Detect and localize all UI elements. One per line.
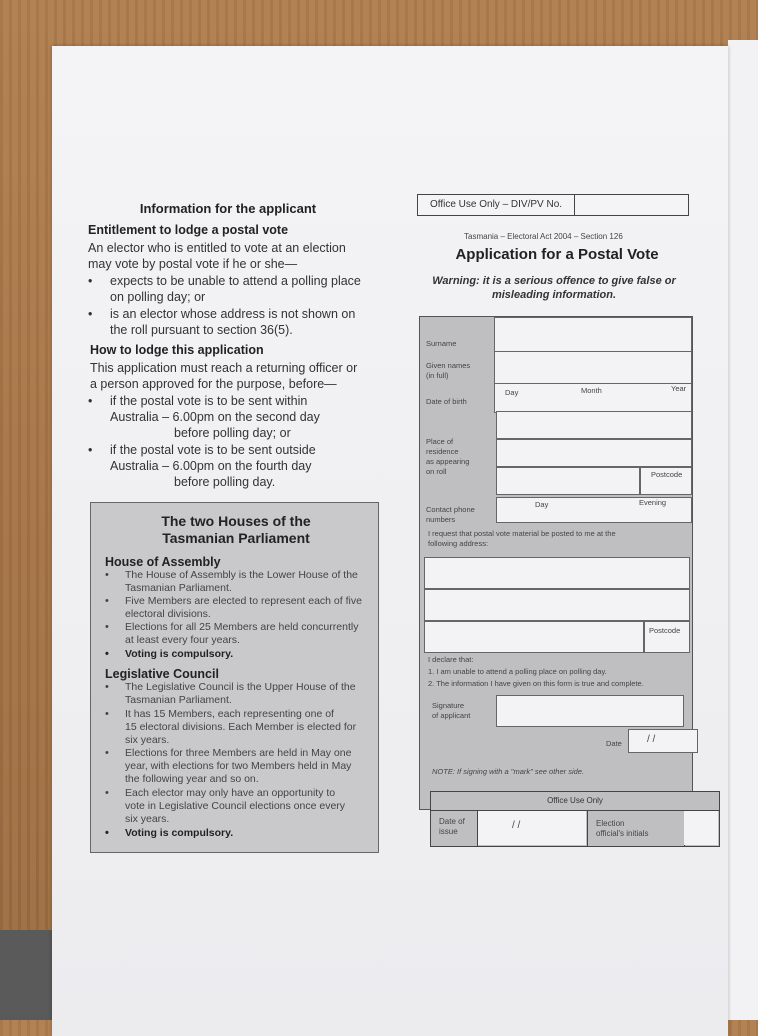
council-heading: Legislative Council bbox=[105, 667, 219, 681]
warning-line: Warning: it is a serious offence to give false or bbox=[432, 275, 676, 287]
bullet-item: • if the postal vote is to be sent within bbox=[88, 394, 308, 408]
signature-field[interactable] bbox=[496, 695, 684, 727]
adjacent-sheet bbox=[728, 40, 758, 1020]
council-item-cont: vote in Legislative Council elections once every bbox=[125, 800, 346, 812]
how-line: a person approved for the purpose, before— bbox=[90, 377, 337, 391]
dob-field[interactable] bbox=[494, 383, 692, 413]
bullet-text: is an elector whose address is not shown on bbox=[110, 307, 356, 321]
date-of-issue-field[interactable] bbox=[478, 811, 586, 845]
dob-month-label: Month bbox=[581, 386, 602, 395]
note-text: NOTE: If signing with a "mark" see other side. bbox=[432, 767, 585, 776]
houses-title-line: The two Houses of the bbox=[161, 513, 311, 529]
residence-line-2[interactable] bbox=[496, 439, 692, 467]
assembly-item: • Five Members are elected to represent each of five bbox=[105, 595, 362, 607]
bullet-text: the roll pursuant to section 36(5). bbox=[110, 323, 293, 337]
election-official-label-cell: Election official's initials bbox=[587, 811, 685, 846]
postcode-label: Postcode bbox=[651, 470, 683, 479]
phone-label: Contact phone numbers bbox=[426, 505, 475, 524]
warning-text bbox=[420, 274, 688, 302]
dob-year-label: Year bbox=[671, 384, 687, 393]
entitlement-line: An elector who is entitled to vote at an election bbox=[88, 241, 346, 255]
council-item-cont: six years. bbox=[125, 734, 170, 746]
assembly-item-cont: Tasmanian Parliament. bbox=[125, 582, 232, 594]
entitlement-line: may vote by postal vote if he or she— bbox=[88, 257, 298, 271]
assembly-item-cont: at least every four years. bbox=[125, 634, 240, 646]
info-heading: Information for the applicant bbox=[139, 201, 317, 216]
bullet-text: before polling day; or bbox=[174, 426, 291, 440]
office-use-label: Office Use Only bbox=[431, 792, 719, 811]
bullet-text: before polling day. bbox=[174, 475, 276, 489]
council-item: • It has 15 Members, each representing one of bbox=[105, 708, 334, 720]
assembly-item: • Voting is compulsory. bbox=[105, 648, 234, 660]
council-item-cont: the following year and so on. bbox=[125, 773, 259, 785]
council-item: • Voting is compulsory. bbox=[105, 827, 234, 839]
form-title: Application for a Postal Vote bbox=[455, 246, 659, 263]
dob-day-label: Day bbox=[505, 388, 519, 397]
council-item: • The Legislative Council is the Upper House of the bbox=[105, 681, 356, 693]
election-official-initials-field[interactable] bbox=[684, 811, 718, 845]
phone-day-label: Day bbox=[535, 500, 549, 509]
surname-label: Surname bbox=[426, 339, 457, 348]
houses-title-line: Tasmanian Parliament bbox=[162, 530, 310, 546]
bullet-text: if the postal vote is to be sent outside bbox=[110, 443, 316, 457]
bullet-text: Australia – 6.00pm on the fourth day bbox=[110, 459, 312, 473]
assembly-item: • The House of Assembly is the Lower House of the bbox=[105, 569, 358, 581]
phone-field[interactable] bbox=[496, 497, 692, 523]
office-use-only-top bbox=[417, 194, 689, 216]
residence-postcode-field[interactable] bbox=[640, 467, 692, 495]
bullet-item: • if the postal vote is to be sent outside bbox=[88, 443, 316, 457]
given-names-field[interactable] bbox=[494, 351, 692, 387]
declare-item: 2. The information I have given on this form is true and complete. bbox=[428, 679, 644, 688]
houses-info-box bbox=[90, 502, 379, 853]
act-reference: Tasmania – Electoral Act 2004 – Section 126 bbox=[464, 232, 623, 241]
bullet-item: • expects to be unable to attend a polling place bbox=[88, 274, 361, 288]
how-heading: How to lodge this application bbox=[90, 343, 264, 357]
entitlement-heading: Entitlement to lodge a postal vote bbox=[88, 223, 289, 237]
council-item-cont: six years. bbox=[125, 813, 170, 825]
phone-evening-label: Evening bbox=[639, 498, 667, 507]
postal-vote-form-page bbox=[52, 46, 728, 1036]
declare-heading: I declare that: bbox=[428, 655, 474, 664]
assembly-heading: House of Assembly bbox=[105, 555, 221, 569]
postal-address-line-3[interactable] bbox=[424, 621, 644, 653]
signature-label: Signature of applicant bbox=[432, 701, 471, 720]
application-form bbox=[419, 316, 693, 810]
bullet-text: expects to be unable to attend a polling place bbox=[110, 274, 361, 288]
assembly-item-cont: electoral divisions. bbox=[125, 608, 211, 620]
office-use-label: Office Use Only – DIV/PV No. bbox=[418, 195, 575, 215]
office-use-only-bottom bbox=[430, 791, 720, 847]
given-names-label: Given names (in full) bbox=[426, 361, 471, 380]
assembly-item: • Elections for all 25 Members are held concurrently bbox=[105, 621, 359, 633]
postcode-label: Postcode bbox=[649, 626, 681, 635]
postal-address-line-2[interactable] bbox=[424, 589, 690, 621]
declaration-date-field[interactable] bbox=[628, 729, 698, 753]
residence-line-3[interactable] bbox=[496, 467, 640, 495]
residence-line-1[interactable] bbox=[496, 411, 692, 439]
request-text: I request that postal vote material be posted to me at the following address: bbox=[428, 529, 616, 548]
council-item: • Elections for three Members are held in May one bbox=[105, 747, 352, 759]
council-item-cont: 15 electoral divisions. Each Member is elected for bbox=[125, 721, 357, 733]
bullet-text: on polling day; or bbox=[110, 290, 206, 304]
postal-postcode-field[interactable] bbox=[644, 621, 690, 653]
council-item: • Each elector may only have an opportunity to bbox=[105, 787, 336, 799]
issue-slashes: / / bbox=[512, 820, 521, 831]
houses-title bbox=[111, 513, 361, 547]
date-of-issue-label-cell: Date of issue bbox=[431, 811, 478, 846]
dob-label: Date of birth bbox=[426, 397, 467, 406]
warning-line: misleading information. bbox=[491, 289, 617, 301]
council-item-cont: year, with elections for two Members held in May bbox=[125, 760, 352, 772]
bullet-item: • is an elector whose address is not shown on bbox=[88, 307, 356, 321]
bullet-text: Australia – 6.00pm on the second day bbox=[110, 410, 320, 424]
surname-field[interactable] bbox=[494, 317, 692, 353]
bullet-text: if the postal vote is to be sent within bbox=[110, 394, 308, 408]
declare-item: 1. I am unable to attend a polling place on polling day. bbox=[428, 667, 607, 676]
residence-label: Place of residence as appearing on roll bbox=[426, 437, 470, 476]
council-item-cont: Tasmanian Parliament. bbox=[125, 694, 232, 706]
date-slashes: / / bbox=[647, 734, 656, 745]
date-label: Date bbox=[606, 739, 622, 748]
postal-address-line-1[interactable] bbox=[424, 557, 690, 589]
how-line: This application must reach a returning officer or bbox=[90, 361, 358, 375]
